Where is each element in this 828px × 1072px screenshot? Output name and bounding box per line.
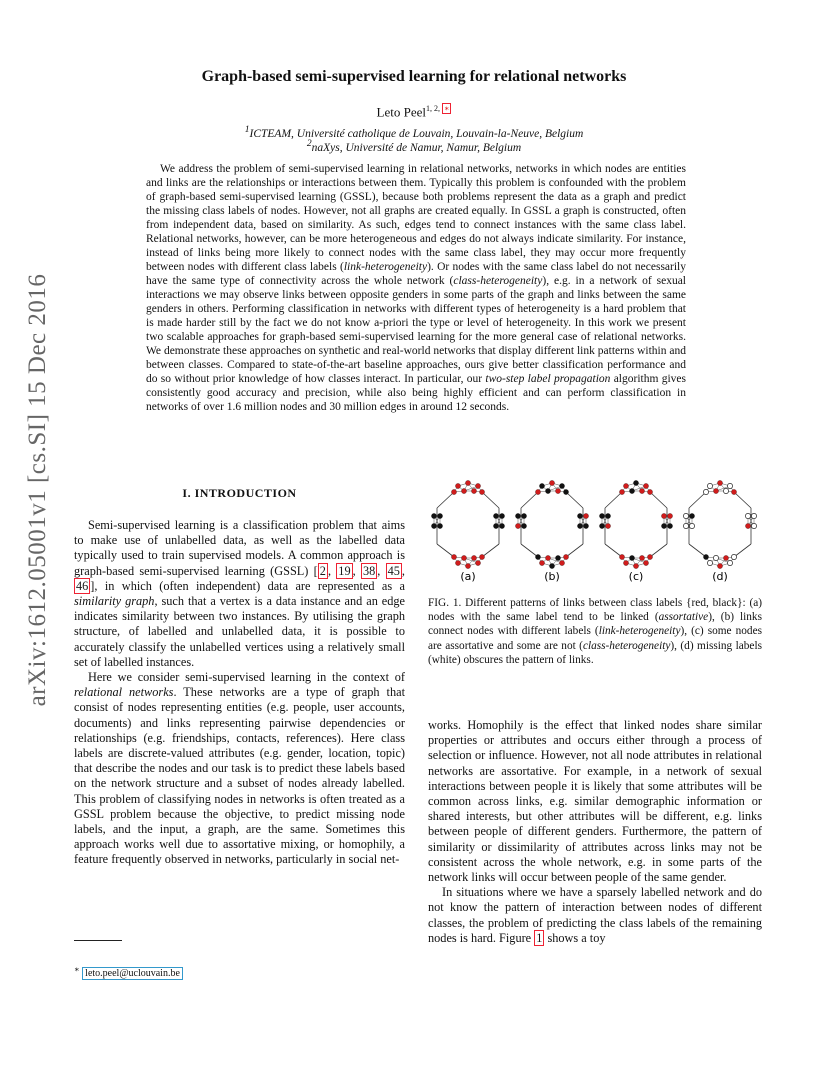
network-node [563, 489, 568, 494]
figure-panel-label: (d) [712, 570, 728, 583]
network-node [723, 488, 728, 493]
network-edge [605, 544, 622, 557]
network-node [661, 523, 666, 528]
network-node [599, 513, 604, 518]
network-node [493, 513, 498, 518]
figure-1-caption: FIG. 1. Different patterns of links between class labels {red, black}: (a) nodes with the same label tend to be linked (assortative), (b) links connect nodes with different labels (link-heterogeneity), (c) some nodes are assortative and some are not (class-heterogeneity), (d) missing labels (white) obscures the pattern of links. [428, 597, 762, 666]
network-node [633, 480, 638, 485]
citation-link[interactable]: 19 [338, 563, 351, 578]
figure-panel-label: (c) [628, 570, 644, 583]
citation-link[interactable]: 45 [387, 563, 400, 578]
intro-paragraph-2: Here we consider semi-supervised learning in the context of relational networks. These networks are a type of graph that consist of nodes representing entities (e.g. people, user accounts, documents) and links representing pairwise dependencies or relationships (e.g. friendships, contacts, references). Here class labels are discrete-valued attributes (e.g. gender, location, topic) that describe the nodes and our task is to predict these labels based on the network structure and a subset of nodes already labelled. This problem of classifying nodes in networks is often treated as a GSSL problem because the objective, to predict missing node labels, and the input, a graph, are the same. Sometimes this approach works well due to assortative mixing, or homophily, a feature frequently observed in networks, particularly in social net- [74, 670, 405, 867]
network-node [545, 488, 550, 493]
citation-link[interactable]: 38 [362, 563, 376, 578]
intro-column-right [428, 718, 762, 946]
abstract: We address the problem of semi-supervised learning in relational networks, networks in which nodes are entities and links are the relationships or interactions between them. Typically this problem is confounded with the problem of graph-based semi-supervised learning (GSSL), because both problems represent the data as a graph and predict the missing class labels of nodes. However, not all graphs are created equally. In GSSL a graph is constructed, often from independent data, based on similarity. As such, edges tend to connect instances with the same class label. Relational networks, however, can be more heterogeneous and edges do not always indicate similarity. For instance, instead of links being more likely to connect nodes with the same class label, they may occur more frequently between nodes with different class labels (link-heterogeneity). Or nodes with the same class label do not necessarily have the same type of connectivity across the whole network (class-heterogeneity), e.g. in a network of sexual interactions we may observe links between opposite genders in some parts of the graph and links between the same genders in others. Performing classification in networks with different types of heterogeneity is a hard problem that is made harder still by the fact we do not know a-priori the type or level of heterogeneity. In this work we present two scalable approaches for graph-based semi-supervised learning for the more general case of relational networks. We demonstrate these approaches on synthetic and real-world networks that display different link patterns within and between classes. Compared to state-of-the-art baseline approaches, ours give better classification performance and do so without prior knowledge of how classes interact. In particular, our two-step label propagation algorithm gives consistently good accuracy and precision, while also being highly efficient and can perform classification in networks of over 1.6 million nodes and 30 million edges in around 12 seconds. [146, 163, 686, 413]
network-node [667, 513, 672, 518]
intro-paragraph-3: works. Homophily is the effect that linked nodes share similar properties or attributes and occurs either through a process of selection or influence. However, not all node attributes in relational networks are assortative. For example, in a network of sexual interactions between people it is likely that some attributes will be common across links, e.g. similar demographic information or shared interests, but other attributes will be different, e.g. links between people of different genders. Furthermore, the pattern of similarity or dissimilarity of attributes across links may not be consistent across the whole network, e.g. in some parts of the network links will occur between people of the same gender. [428, 718, 762, 885]
section-heading-introduction: I. INTRODUCTION [182, 486, 297, 500]
network-node [455, 560, 460, 565]
network-node [431, 513, 436, 518]
network-edge [482, 544, 499, 557]
network-node [465, 480, 470, 485]
network-node [549, 480, 554, 485]
network-edge [566, 492, 583, 508]
network-node [431, 523, 436, 528]
network-node [623, 560, 628, 565]
network-edge [482, 492, 499, 508]
paper-title: Graph-based semi-supervised learning for relational networks [201, 68, 627, 85]
network-node [475, 483, 480, 488]
network-node [535, 554, 540, 559]
network-node [633, 563, 638, 568]
network-node [629, 488, 634, 493]
figure-1-graphic [426, 478, 766, 588]
affiliation-2: $^2$naXys, Université de Namur, Namur, Belgium [306, 138, 522, 154]
network-node [731, 554, 736, 559]
network-node [703, 554, 708, 559]
network-node [499, 513, 504, 518]
network-node [521, 523, 526, 528]
intro-paragraph-4: In situations where we have a sparsely labelled network and do not know the pattern of interaction between nodes of different classes, the problem of predicting the class labels of the remaining nodes is hard. Figure 1 shows a toy [428, 885, 762, 945]
network-node [559, 483, 564, 488]
network-node [727, 560, 732, 565]
network-node [619, 554, 624, 559]
network-edge [650, 492, 667, 508]
network-edge [734, 544, 751, 557]
network-node [713, 555, 718, 560]
network-edge [689, 492, 706, 508]
network-node [731, 489, 736, 494]
network-edge [521, 544, 538, 557]
network-node [455, 483, 460, 488]
network-node [549, 563, 554, 568]
network-node [647, 489, 652, 494]
network-node [515, 513, 520, 518]
network-edge [437, 544, 454, 557]
footnote: ∗ leto.peel@uclouvain.be [74, 964, 183, 979]
affiliation-1: $^1$ICTEAM, Université catholique de Louvain, Louvain-la-Neuve, Belgium [244, 124, 584, 140]
network-node [713, 488, 718, 493]
network-node [521, 513, 526, 518]
network-node [689, 523, 694, 528]
network-node [555, 488, 560, 493]
footnote-rule [74, 940, 122, 941]
network-node [727, 483, 732, 488]
network-node [471, 488, 476, 493]
network-node [539, 560, 544, 565]
network-node [751, 523, 756, 528]
network-node [745, 513, 750, 518]
network-node [623, 483, 628, 488]
network-node [475, 560, 480, 565]
network-edge [521, 492, 538, 508]
network-node [479, 489, 484, 494]
author-name: Leto Peel [376, 104, 427, 120]
network-node [499, 523, 504, 528]
network-node [471, 555, 476, 560]
network-node [605, 523, 610, 528]
author-line [0, 104, 828, 120]
network-edge [734, 492, 751, 508]
network-node [639, 488, 644, 493]
network-node [583, 523, 588, 528]
network-node [717, 563, 722, 568]
network-node [563, 554, 568, 559]
figure-ref-link[interactable]: 1 [536, 930, 543, 945]
citation-link[interactable]: 2 [319, 563, 326, 578]
network-node [559, 560, 564, 565]
network-node [689, 513, 694, 518]
network-node [745, 523, 750, 528]
figure-1 [426, 478, 766, 588]
network-node [577, 523, 582, 528]
network-node [479, 554, 484, 559]
network-node [437, 513, 442, 518]
network-node [629, 555, 634, 560]
network-node [647, 554, 652, 559]
network-node [751, 513, 756, 518]
network-edge [650, 544, 667, 557]
network-edge [605, 492, 622, 508]
figure-panel-label: (a) [460, 570, 476, 583]
network-node [703, 489, 708, 494]
network-node [461, 488, 466, 493]
network-node [707, 483, 712, 488]
intro-column-left [74, 518, 405, 868]
author-affil-sup: 1, 2, [426, 104, 443, 113]
network-node [555, 555, 560, 560]
arxiv-stamp [18, 273, 58, 707]
network-node [535, 489, 540, 494]
network-node [599, 523, 604, 528]
network-node [451, 554, 456, 559]
network-node [723, 555, 728, 560]
network-node [539, 483, 544, 488]
network-node [619, 489, 624, 494]
network-node [643, 560, 648, 565]
network-node [683, 523, 688, 528]
network-node [461, 555, 466, 560]
network-edge [566, 544, 583, 557]
network-node [451, 489, 456, 494]
network-node [717, 480, 722, 485]
network-edge [689, 544, 706, 557]
network-node [493, 523, 498, 528]
network-node [583, 513, 588, 518]
network-node [437, 523, 442, 528]
network-node [707, 560, 712, 565]
network-node [643, 483, 648, 488]
corresponding-author-link[interactable]: ∗ [444, 104, 450, 113]
network-node [515, 523, 520, 528]
network-node [667, 523, 672, 528]
email-link[interactable]: leto.peel@uclouvain.be [82, 967, 183, 980]
figure-panel-label: (b) [544, 570, 560, 583]
arxiv-id: arXiv:1612.05001v1 [cs.SI] 15 Dec 2016 [24, 273, 51, 707]
network-node [465, 563, 470, 568]
network-node [605, 513, 610, 518]
network-node [577, 513, 582, 518]
network-node [545, 555, 550, 560]
citation-link[interactable]: 46 [76, 578, 89, 593]
network-edge [437, 492, 454, 508]
intro-paragraph-1: Semi-supervised learning is a classification problem that aims to make use of unlabelled data, as well as the labelled data typically used to train supervised models. A common approach is graph-based semi-supervised learning (GSSL) [ 2 , 19 , 38 , 45 , 46 ], in which (often independent) data are represented as a similarity graph, such that a vertex is a data instance and an edge indicates similarity between two instances. By utilising the graph structure, of labelled and unlabelled data, it is possible to accurately classify the unlabelled vertices using a relatively small set of labelled instances. [74, 518, 406, 669]
network-node [661, 513, 666, 518]
network-node [639, 555, 644, 560]
network-node [683, 513, 688, 518]
